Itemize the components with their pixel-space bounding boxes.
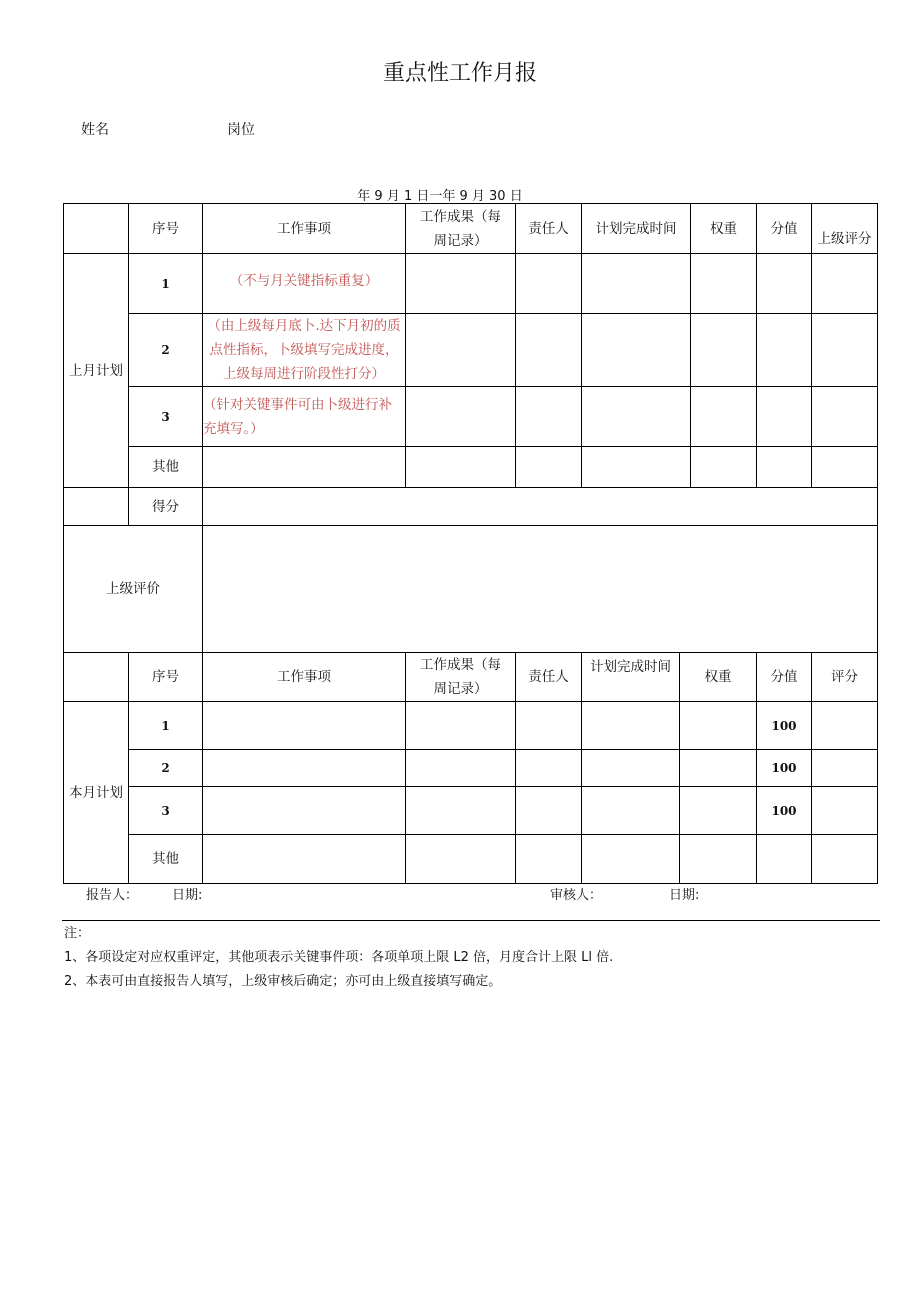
- table1-row3-plan-time[interactable]: [581, 386, 691, 447]
- page-title: 重点性工作月报: [382, 61, 537, 86]
- table2-row1-plan-time[interactable]: [581, 701, 680, 750]
- table2-row-other-plan-time[interactable]: [581, 834, 680, 884]
- table2-row1-rating[interactable]: [811, 701, 878, 750]
- table2-header-score: 分值: [756, 652, 812, 702]
- note-item-2: 2、本表可由直接报告人填写，上级审核后确定；亦可由上级直接填写确定。: [64, 974, 502, 989]
- table1-row3-owner[interactable]: [515, 386, 582, 447]
- table2-row2-score: 100: [756, 749, 812, 787]
- table1-header-result: 工作成果（每周记录）: [405, 203, 516, 254]
- table1-row3-item: [202, 386, 406, 447]
- table1-row3-no: 3: [128, 386, 203, 447]
- table1-row-other-plan-time[interactable]: [581, 446, 691, 488]
- table2-header-blank: [63, 652, 129, 702]
- report-period: 年 9 月 1 日一年 9 月 30 日: [357, 189, 523, 204]
- table1-header-owner: 责任人: [515, 203, 582, 254]
- table2-row2-result[interactable]: [405, 749, 516, 787]
- table1-row1-weight[interactable]: [690, 253, 757, 314]
- table1-row2-weight[interactable]: [690, 313, 757, 387]
- table1-header-score: 分值: [756, 203, 812, 254]
- table1-row3-weight[interactable]: [690, 386, 757, 447]
- table1-row2-owner[interactable]: [515, 313, 582, 387]
- score-value[interactable]: [202, 487, 878, 526]
- score-row-blank: [63, 487, 129, 526]
- table1-row-other-weight[interactable]: [690, 446, 757, 488]
- table1-row1-score[interactable]: [756, 253, 812, 314]
- table1-row2-hint: （由上级每月底卜.达下月初的质点性指标，卜级填写完成进度，上级每周进行阶段性打分）: [207, 318, 401, 382]
- table2-row3-plan-time[interactable]: [581, 786, 680, 835]
- table1-header-plan-time: 计划完成时间: [581, 203, 691, 254]
- table2-row-other-result[interactable]: [405, 834, 516, 884]
- table2-row2-rating[interactable]: [811, 749, 878, 787]
- table1-header-weight: 权重: [690, 203, 757, 254]
- table1-header-blank: [63, 203, 129, 254]
- table2-row3-rating[interactable]: [811, 786, 878, 835]
- table2-row1-score: 100: [756, 701, 812, 750]
- this-month-plan-label: 本月计划: [63, 701, 129, 884]
- table2-row2-no: 2: [128, 749, 203, 787]
- reviewer-label: 审核人：: [550, 888, 603, 903]
- table1-row2-superior-score[interactable]: [811, 313, 878, 387]
- notes-heading: 注：: [64, 926, 91, 941]
- table2-row3-no: 3: [128, 786, 203, 835]
- table1-row2-no: 2: [128, 313, 203, 387]
- table2-row-other-no: 其他: [128, 834, 203, 884]
- table1-row-other-no: 其他: [128, 446, 203, 488]
- table1-row3-score[interactable]: [756, 386, 812, 447]
- reporter-label: 报告人：: [86, 888, 139, 903]
- table2-row3-result[interactable]: [405, 786, 516, 835]
- table1-row-other-result[interactable]: [405, 446, 516, 488]
- superior-evaluation-label: 上级评价: [63, 525, 203, 653]
- table2-row1-item[interactable]: [202, 701, 406, 750]
- superior-evaluation-field[interactable]: [202, 525, 878, 653]
- table1-row1-superior-score[interactable]: [811, 253, 878, 314]
- table1-row1-result[interactable]: [405, 253, 516, 314]
- table1-row2-score[interactable]: [756, 313, 812, 387]
- table2-row-other-score[interactable]: [756, 834, 812, 884]
- table2-row3-score: 100: [756, 786, 812, 835]
- table2-row2-owner[interactable]: [515, 749, 582, 787]
- table2-header-rating: 评分: [811, 652, 878, 702]
- table2-row3-weight[interactable]: [679, 786, 757, 835]
- table1-row2-result[interactable]: [405, 313, 516, 387]
- table1-row1-owner[interactable]: [515, 253, 582, 314]
- table2-header-weight: 权重: [679, 652, 757, 702]
- position-label: 岗位: [227, 122, 255, 138]
- table2-row-other-rating[interactable]: [811, 834, 878, 884]
- table2-row2-weight[interactable]: [679, 749, 757, 787]
- table2-header-item: 工作事项: [202, 652, 406, 702]
- table1-row3-superior-score[interactable]: [811, 386, 878, 447]
- table1-row1-no: 1: [128, 253, 203, 314]
- table2-row1-no: 1: [128, 701, 203, 750]
- table2-row1-result[interactable]: [405, 701, 516, 750]
- table2-row3-owner[interactable]: [515, 786, 582, 835]
- table1-row2-item: [202, 313, 406, 387]
- table2-row1-weight[interactable]: [679, 701, 757, 750]
- table1-row3-hint: （针对关键事件可由卜级进行补充填写。）: [203, 397, 392, 437]
- table1-header-item: 工作事项: [202, 203, 406, 254]
- last-month-plan-label: 上月计划: [63, 253, 129, 488]
- table1-row-other-owner[interactable]: [515, 446, 582, 488]
- note-item-1: 1、各项设定对应权重评定，其他项表示关键事件项：各项单项上限 L2 倍，月度合计上限 Ll 倍.: [64, 950, 614, 965]
- table1-row1-hint: （不与月关键指标重复）: [229, 272, 379, 289]
- table2-header-owner: 责任人: [515, 652, 582, 702]
- table2-row-other-item[interactable]: [202, 834, 406, 884]
- table1-row2-plan-time[interactable]: [581, 313, 691, 387]
- table1-row-other-superior-score[interactable]: [811, 446, 878, 488]
- table2-row1-owner[interactable]: [515, 701, 582, 750]
- table1-row1-item: [202, 253, 406, 314]
- table1-row3-result[interactable]: [405, 386, 516, 447]
- table2-header-no: 序号: [128, 652, 203, 702]
- score-label: 得分: [128, 487, 203, 526]
- table2-row3-item[interactable]: [202, 786, 406, 835]
- table2-header-result: 工作成果（每周记录）: [405, 652, 516, 702]
- notes-divider: [62, 920, 880, 921]
- table2-row2-item[interactable]: [202, 749, 406, 787]
- table2-header-plan-time: 计划完成时间: [581, 652, 680, 702]
- table1-row1-plan-time[interactable]: [581, 253, 691, 314]
- table1-row-other-item[interactable]: [202, 446, 406, 488]
- table2-row-other-owner[interactable]: [515, 834, 582, 884]
- table2-row-other-weight[interactable]: [679, 834, 757, 884]
- report-date-label: 日期:: [172, 888, 203, 903]
- name-label: 姓名: [81, 122, 109, 138]
- table2-row2-plan-time[interactable]: [581, 749, 680, 787]
- table1-header-no: 序号: [128, 203, 203, 254]
- review-date-label: 日期:: [669, 888, 700, 903]
- table1-header-superior-score: 上级评分: [811, 203, 878, 254]
- table1-row-other-score[interactable]: [756, 446, 812, 488]
